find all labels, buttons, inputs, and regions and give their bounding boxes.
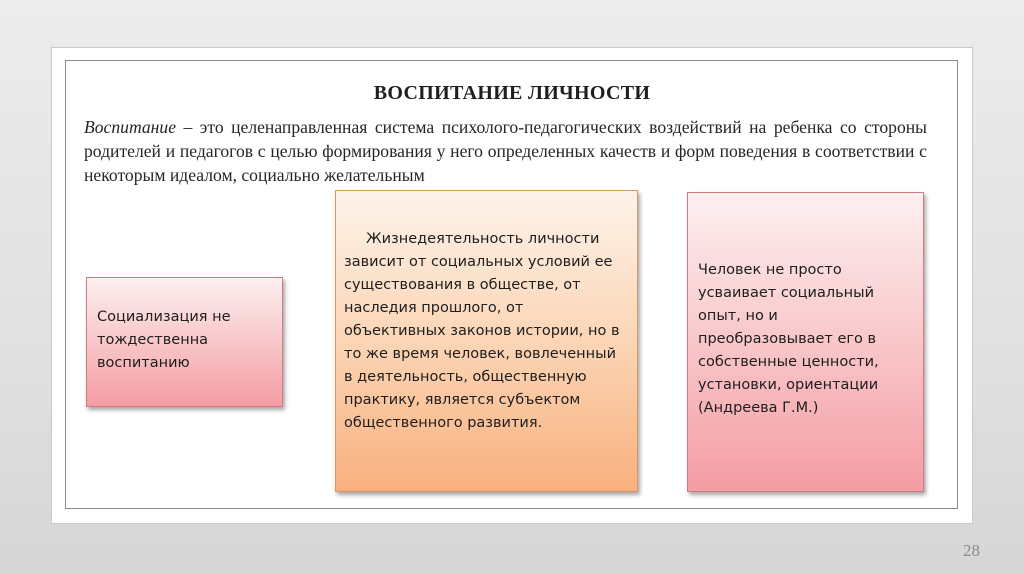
social-experience-box-text: Человек не просто усваивает социальный опыт, но и преобразовывает его в собственные ценности, установки, ориентации (Андреева Г.М.)	[698, 262, 879, 416]
life-activity-box-text: Жизнедеятельность личности зависит от социальных условий ее существования в обществе, от наследия прошлого, от объективных законов истории, но в то же время человек, вовлеченный в деятельность, общественную практику, является субъектом общественного развития.	[344, 231, 620, 431]
socialization-box-text: Социализация не тождественна воспитанию	[97, 309, 231, 371]
definition-text: – это целенаправленная система психолого-педагогических воздействий на ребенка со стороны родителей и педагогов с целью формирования у него определенных качеств и форм поведения в соответствии с некоторым идеалом, социально желательным	[84, 117, 927, 185]
slide-title: ВОСПИТАНИЕ ЛИЧНОСТИ	[373, 82, 651, 104]
social-experience-box	[687, 192, 924, 492]
definition-paragraph	[84, 115, 927, 187]
life-activity-box	[335, 190, 638, 492]
definition-term: Воспитание	[84, 117, 176, 137]
page-number: 28	[963, 541, 980, 560]
socialization-box	[86, 277, 283, 407]
